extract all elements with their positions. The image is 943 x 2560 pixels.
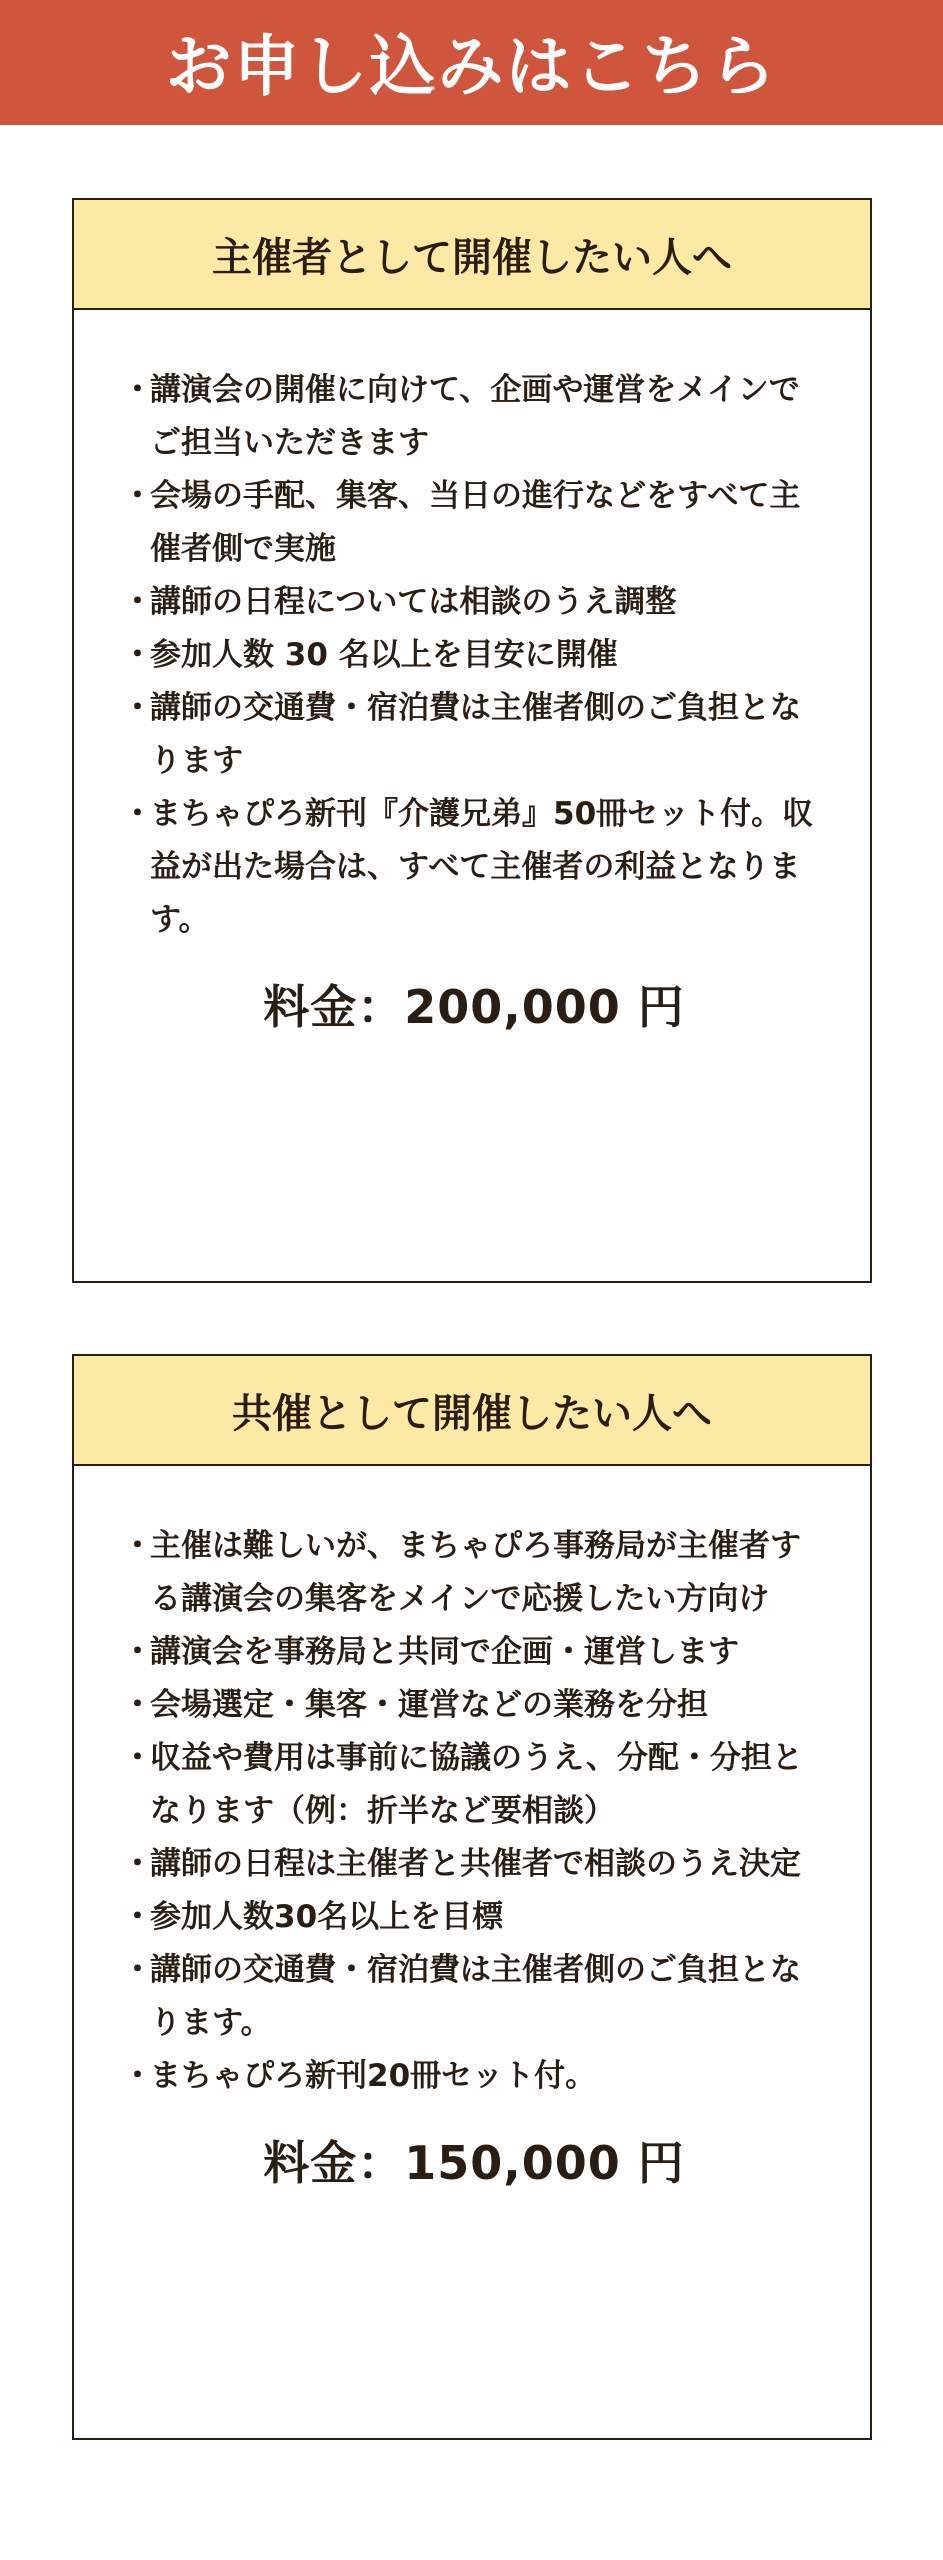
list-item [122,364,826,470]
co-host-plan-card [72,1354,872,2440]
organizer-plan-header [74,200,870,310]
list-item [122,1944,826,2050]
list-item [122,2050,826,2103]
list-item-text: 会場選定・集客・運営などの業務を分担 [150,1687,708,1723]
list-item [122,1520,826,1626]
bullet-mark: ・ [122,2058,153,2094]
list-item-text: 収益や費用は事前に協議のうえ、分配・分担となります（例：折半など要相談） [150,1740,803,1829]
list-item-text: 講師の日程は主催者と共催者で相談のうえ決定 [150,1846,801,1882]
list-item [122,629,826,682]
list-item-text: 講師の交通費・宿泊費は主催者側のご負担となります。 [150,1952,801,2041]
bullet-mark: ・ [122,1740,153,1776]
list-item-text: 主催は難しいが、まちゃぴろ事務局が主催者する講演会の集客をメインで応援したい方向け [150,1528,801,1617]
list-item [122,470,826,576]
list-item [122,682,826,788]
organizer-plan-title: 主催者として開催したい人へ [212,234,732,281]
list-item [122,1626,826,1679]
co-host-price: 料金：150,000 円 [263,2136,685,2190]
list-item-text: 講師の日程については相談のうえ調整 [150,584,677,620]
organizer-price: 料金：200,000 円 [263,980,685,1034]
bullet-mark: ・ [122,637,153,673]
bullet-mark: ・ [122,1687,153,1723]
bullet-mark: ・ [122,796,153,832]
banner-title: お申し込みはこちら [165,28,778,105]
list-item [122,1838,826,1891]
organizer-plan-body [74,310,870,1037]
list-item-text: まちゃぴろ新刊『介護兄弟』50冊セット付。収益が出た場合は、すべて主催者の利益となります。 [150,796,814,938]
bullet-mark: ・ [122,1899,153,1935]
bullet-mark: ・ [122,1634,153,1670]
list-item [122,1732,826,1838]
list-item-text: 講演会を事務局と共同で企画・運営します [150,1634,739,1670]
list-item [122,576,826,629]
list-item-text: 講演会の開催に向けて、企画や運営をメインでご担当いただきます [150,372,800,461]
list-item [122,1679,826,1732]
bullet-mark: ・ [122,478,153,514]
co-host-plan-list [122,1520,826,2103]
list-item-text: 参加人数30名以上を目標 [150,1899,504,1935]
bullet-mark: ・ [122,584,153,620]
list-item-text: 講師の交通費・宿泊費は主催者側のご負担となります [150,690,801,779]
header-banner [0,0,943,125]
bullet-mark: ・ [122,690,153,726]
bullet-mark: ・ [122,1528,153,1564]
organizer-plan-list [122,364,826,947]
co-host-plan-header [74,1356,870,1466]
list-item [122,788,826,947]
bullet-mark: ・ [122,1952,153,1988]
list-item [122,1891,826,1944]
co-host-plan-body [74,1466,870,2193]
list-item-text: まちゃぴろ新刊20冊セット付。 [150,2058,597,2094]
organizer-plan-card [72,198,872,1283]
list-item-text: 会場の手配、集客、当日の進行などをすべて主催者側で実施 [150,478,801,567]
bullet-mark: ・ [122,1846,153,1882]
co-host-plan-title: 共催として開催したい人へ [232,1390,712,1437]
list-item-text: 参加人数 30 名以上を目安に開催 [150,637,618,673]
bullet-mark: ・ [122,372,153,408]
